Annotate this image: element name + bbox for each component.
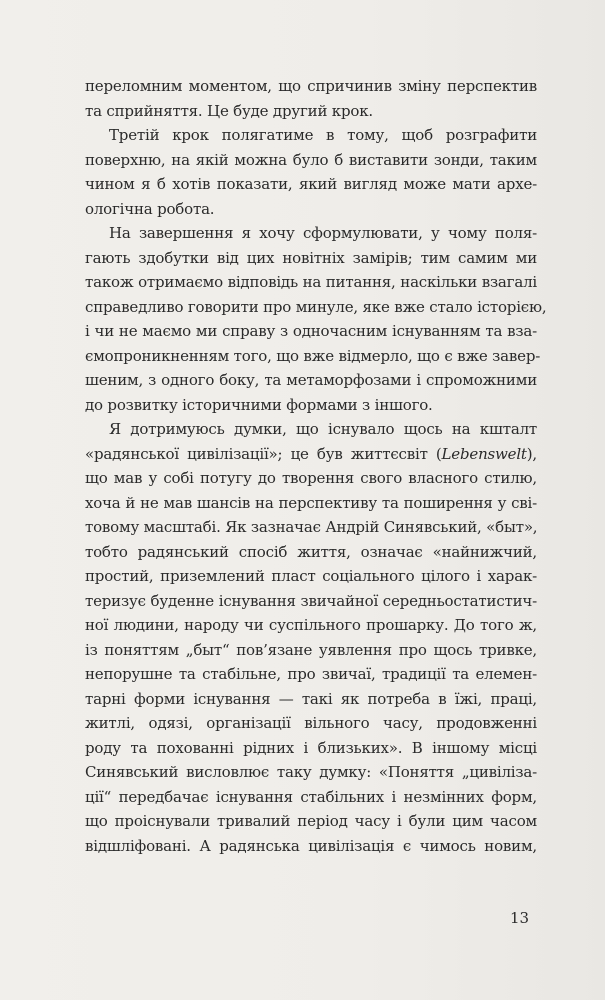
text-line: Третій крок полягатиме в тому, щоб розграфити — [109, 126, 537, 144]
text-line: На завершення я хочу сформулювати, у чому поля- — [109, 224, 537, 242]
text-line: роду та похованні рідних і близьких». В іншому місці — [85, 738, 537, 757]
text-line: справедливо говорити про минуле, яке вже стало історією, — [85, 297, 547, 316]
text-line: та сприйняття. Це буде другий крок. — [85, 101, 373, 120]
page-number: 13 — [510, 909, 530, 927]
text-line: тарні форми існування — такі як потреба в їжі, праці, — [85, 689, 537, 708]
text-line: Синявський висловлює таку думку: «Поняття „цивіліза- — [85, 763, 537, 781]
text-line: відшліфовані. А радянська цивілізація є чимось новим, — [85, 836, 537, 855]
text-line: поверхню, на якій можна було б виставити зонди, таким — [85, 150, 537, 169]
text-line: ції“ передбачає існування стабільних і незмінних форм, — [85, 787, 537, 806]
text-line: ємопроникненням того, що вже відмерло, що є вже завер- — [85, 346, 541, 365]
text-line: що проіснували тривалий період часу і були цим часом — [85, 812, 537, 830]
text-line: теризує буденне існування звичайної середньостатистич- — [85, 591, 537, 610]
text-line: Я дотримуюсь думки, що існувало щось на кшталт — [109, 420, 537, 438]
text-line: що мав у собі потугу до творення свого власного стилю, — [85, 469, 537, 487]
text-line: також отримаємо відповідь на питання, наскільки взагалі — [85, 273, 537, 291]
body-text — [85, 74, 547, 858]
text-line: із поняттям „быт“ пов’язане уявлення про щось тривке, — [85, 640, 537, 659]
text-line: ологічна робота. — [85, 199, 215, 218]
text-line: ної людини, народу чи суспільного прошарку. До того ж, — [85, 616, 537, 634]
text-line: товому масштабі. Як зазначає Андрій Синявський, «быт», — [85, 518, 538, 536]
text-line: тобто радянський спосіб життя, означає «найнижчий, — [85, 542, 537, 561]
text-line: «радянської цивілізації»; це був життєсвіт (Lebenswelt), — [85, 444, 537, 463]
text-line: хоча й не мав шансів на перспективу та поширення у сві- — [85, 493, 537, 512]
text-line: шеним, з одного боку, та метаморфозами і спроможними — [85, 371, 537, 389]
text-line: гають здобутки від цих новітніх замірів; тим самим ми — [85, 248, 537, 267]
text-line: чином я б хотів показати, який вигляд може мати архе- — [85, 175, 537, 193]
text-line: непорушне та стабільне, про звичаї, традиції та елемен- — [85, 665, 537, 683]
text-line: простий, приземлений пласт соціального цілого і харак- — [85, 567, 537, 585]
text-line: житлі, одязі, організації вільного часу, продовженні — [85, 714, 537, 732]
text-line: переломним моментом, що спричинив зміну перспектив — [85, 77, 537, 95]
text-line: і чи не маємо ми справу з одночасним існуванням та вза- — [85, 322, 537, 340]
text-line: до розвитку історичними формами з іншого. — [85, 395, 433, 414]
